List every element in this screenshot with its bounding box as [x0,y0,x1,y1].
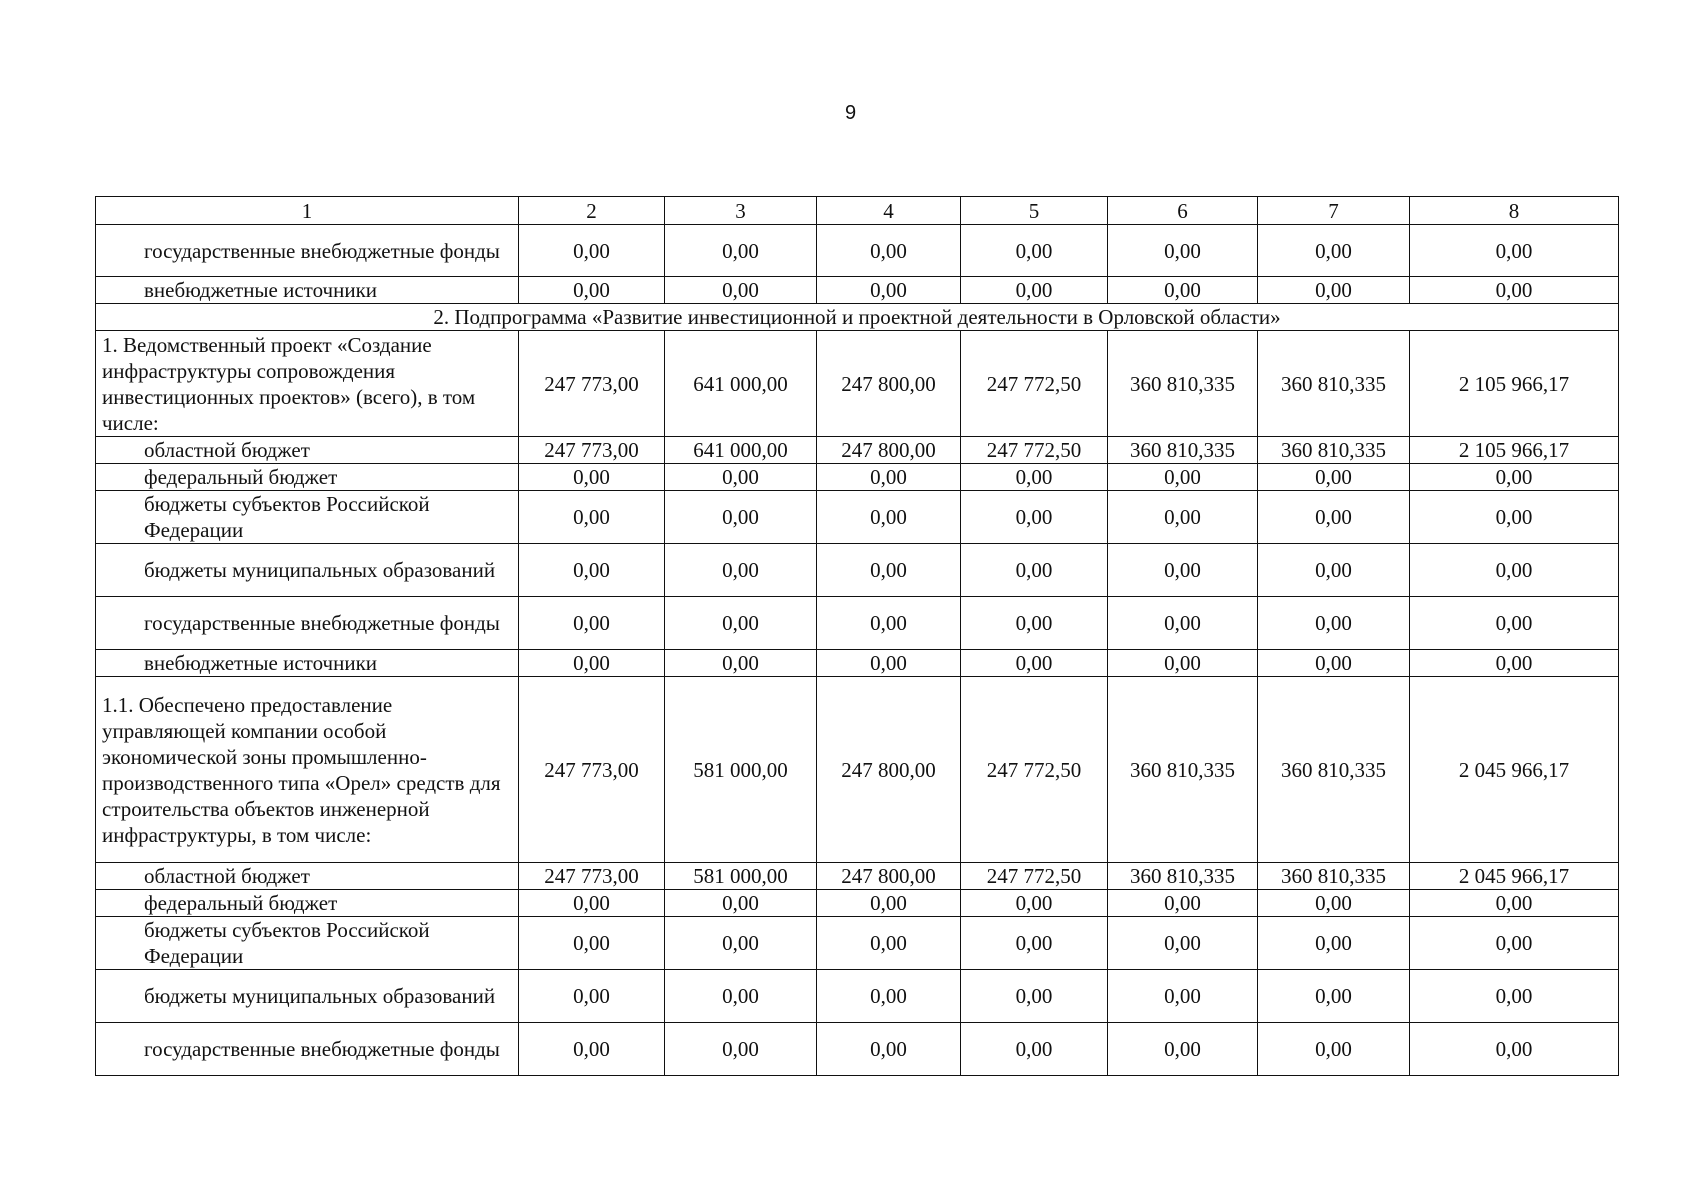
table-row [96,677,1619,863]
value-cell: 247 800,00 [817,331,961,437]
value-cell: 0,00 [817,491,961,544]
table-row [96,917,1619,970]
value-cell: 641 000,00 [665,331,817,437]
column-header: 1 [96,197,519,225]
row-label: государственные внебюджетные фонды [96,225,519,277]
value-cell: 0,00 [665,491,817,544]
value-cell: 0,00 [961,917,1108,970]
value-cell: 0,00 [817,597,961,650]
value-cell: 0,00 [519,970,665,1023]
value-cell: 0,00 [1108,970,1258,1023]
row-label: государственные внебюджетные фонды [96,1023,519,1076]
value-cell: 0,00 [665,225,817,277]
value-cell: 0,00 [1258,225,1410,277]
value-cell: 2 105 966,17 [1410,437,1619,464]
row-label: бюджеты субъектов Российской Федерации [96,491,519,544]
row-label: областной бюджет [96,863,519,890]
value-cell: 0,00 [1108,464,1258,491]
table-row [96,970,1619,1023]
value-cell: 0,00 [1258,491,1410,544]
value-cell: 0,00 [817,1023,961,1076]
row-label: бюджеты муниципальных образований [96,970,519,1023]
value-cell: 0,00 [961,970,1108,1023]
table-row [96,597,1619,650]
value-cell: 0,00 [817,544,961,597]
row-label: государственные внебюджетные фонды [96,597,519,650]
value-cell: 0,00 [961,1023,1108,1076]
value-cell: 0,00 [1258,464,1410,491]
value-cell: 581 000,00 [665,863,817,890]
table-row [96,331,1619,437]
value-cell: 0,00 [961,650,1108,677]
value-cell: 360 810,335 [1108,677,1258,863]
value-cell: 247 773,00 [519,437,665,464]
value-cell: 0,00 [1258,1023,1410,1076]
table-row [96,863,1619,890]
section-row [96,304,1619,331]
value-cell: 0,00 [1410,491,1619,544]
column-header: 7 [1258,197,1410,225]
value-cell: 0,00 [1410,890,1619,917]
row-label: областной бюджет [96,437,519,464]
value-cell: 0,00 [519,225,665,277]
row-label: федеральный бюджет [96,464,519,491]
value-cell: 0,00 [1258,890,1410,917]
value-cell: 0,00 [1108,597,1258,650]
value-cell: 0,00 [961,464,1108,491]
value-cell: 0,00 [1410,970,1619,1023]
table-row [96,491,1619,544]
value-cell: 0,00 [1410,650,1619,677]
value-cell: 0,00 [817,650,961,677]
value-cell: 2 105 966,17 [1410,331,1619,437]
table-row [96,650,1619,677]
value-cell: 247 772,50 [961,677,1108,863]
column-header: 4 [817,197,961,225]
value-cell: 0,00 [817,277,961,304]
value-cell: 247 773,00 [519,863,665,890]
value-cell: 247 800,00 [817,677,961,863]
value-cell: 360 810,335 [1258,677,1410,863]
value-cell: 0,00 [817,970,961,1023]
value-cell: 247 773,00 [519,331,665,437]
value-cell: 0,00 [519,277,665,304]
value-cell: 360 810,335 [1258,863,1410,890]
value-cell: 0,00 [1108,491,1258,544]
budget-table [95,196,1619,1076]
row-label: бюджеты субъектов Российской Федерации [96,917,519,970]
value-cell: 0,00 [1410,917,1619,970]
value-cell: 0,00 [665,917,817,970]
value-cell: 0,00 [961,597,1108,650]
value-cell: 2 045 966,17 [1410,863,1619,890]
row-label: внебюджетные источники [96,650,519,677]
value-cell: 360 810,335 [1108,437,1258,464]
value-cell: 0,00 [961,544,1108,597]
value-cell: 0,00 [1258,917,1410,970]
column-header: 8 [1410,197,1619,225]
row-label: бюджеты муниципальных образований [96,544,519,597]
value-cell: 0,00 [961,491,1108,544]
value-cell: 0,00 [519,650,665,677]
value-cell: 360 810,335 [1108,331,1258,437]
value-cell: 0,00 [1410,544,1619,597]
value-cell: 0,00 [1410,597,1619,650]
page-number: 9 [844,102,857,124]
value-cell: 0,00 [961,277,1108,304]
table-row [96,225,1619,277]
value-cell: 0,00 [519,917,665,970]
value-cell: 360 810,335 [1108,863,1258,890]
value-cell: 641 000,00 [665,437,817,464]
row-label: 1. Ведомственный проект «Создание инфраструктуры сопровождения инвестиционных проектов» (всего), в том числе: [96,331,519,437]
value-cell: 0,00 [1108,544,1258,597]
value-cell: 0,00 [519,890,665,917]
value-cell: 0,00 [519,491,665,544]
value-cell: 0,00 [519,1023,665,1076]
column-header: 2 [519,197,665,225]
value-cell: 0,00 [1108,917,1258,970]
value-cell: 0,00 [1108,1023,1258,1076]
value-cell: 0,00 [817,225,961,277]
value-cell: 0,00 [665,544,817,597]
value-cell: 0,00 [1410,277,1619,304]
value-cell: 0,00 [961,225,1108,277]
table-row [96,890,1619,917]
value-cell: 247 773,00 [519,677,665,863]
value-cell: 0,00 [1108,277,1258,304]
table-row [96,464,1619,491]
value-cell: 0,00 [665,277,817,304]
value-cell: 2 045 966,17 [1410,677,1619,863]
value-cell: 0,00 [1108,650,1258,677]
value-cell: 247 800,00 [817,863,961,890]
value-cell: 247 772,50 [961,331,1108,437]
value-cell: 0,00 [1258,597,1410,650]
value-cell: 0,00 [817,464,961,491]
value-cell: 0,00 [817,917,961,970]
value-cell: 0,00 [1108,890,1258,917]
value-cell: 0,00 [1258,650,1410,677]
value-cell: 0,00 [665,464,817,491]
value-cell: 0,00 [519,544,665,597]
value-cell: 247 772,50 [961,863,1108,890]
value-cell: 0,00 [1258,970,1410,1023]
value-cell: 360 810,335 [1258,437,1410,464]
value-cell: 247 800,00 [817,437,961,464]
value-cell: 0,00 [961,890,1108,917]
value-cell: 0,00 [1410,1023,1619,1076]
value-cell: 581 000,00 [665,677,817,863]
column-header: 3 [665,197,817,225]
row-label: 1.1. Обеспечено предоставление управляющей компании особой экономической зоны промышленно-производственного типа «Орел» средств для строительства объектов инженерной инфраструктуры, в том числе: [96,677,519,863]
column-header: 5 [961,197,1108,225]
value-cell: 0,00 [1410,225,1619,277]
table-row [96,1023,1619,1076]
value-cell: 0,00 [665,1023,817,1076]
value-cell: 0,00 [1258,277,1410,304]
value-cell: 0,00 [1410,464,1619,491]
value-cell: 0,00 [519,464,665,491]
value-cell: 0,00 [817,890,961,917]
section-title: 2. Подпрограмма «Развитие инвестиционной и проектной деятельности в Орловской области» [96,304,1619,331]
value-cell: 0,00 [665,597,817,650]
value-cell: 0,00 [1258,544,1410,597]
table-row [96,544,1619,597]
table-row [96,437,1619,464]
row-label: федеральный бюджет [96,890,519,917]
row-label: внебюджетные источники [96,277,519,304]
table-row [96,277,1619,304]
value-cell: 0,00 [519,597,665,650]
value-cell: 360 810,335 [1258,331,1410,437]
value-cell: 0,00 [665,890,817,917]
value-cell: 247 772,50 [961,437,1108,464]
value-cell: 0,00 [1108,225,1258,277]
column-header: 6 [1108,197,1258,225]
value-cell: 0,00 [665,970,817,1023]
value-cell: 0,00 [665,650,817,677]
table-header-row [96,197,1619,225]
